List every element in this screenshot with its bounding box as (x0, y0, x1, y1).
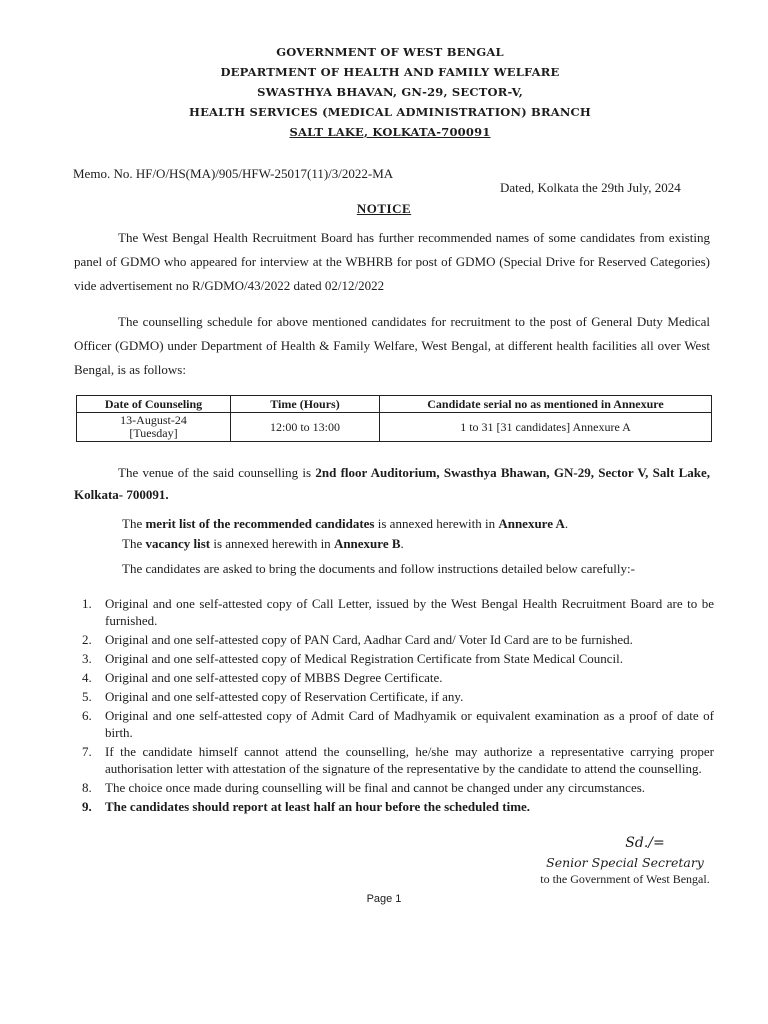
header-serial: Candidate serial no as mentioned in Annexure (380, 396, 712, 413)
paragraph-recommendation-text: The West Bengal Health Recruitment Board has further recommended names of some candidates from existing panel of GDMO who appeared for interview at the WBHRB for post of GDMO (Special Drive for Reserved Categories) vide advertisement no R/GDMO/43/2022 dated 02/12/2022 (74, 230, 710, 293)
notice-title: NOTICE (356, 201, 412, 216)
item-number: 7. (82, 744, 92, 759)
merit-bold-1: merit list of the recommended candidates (145, 516, 375, 531)
vacancy-list-line (122, 534, 568, 554)
list-item (74, 779, 714, 796)
cell-day-value: [Tuesday] (129, 426, 178, 440)
instructions-list (74, 595, 714, 817)
item-number: 3. (82, 651, 92, 666)
table-row (77, 413, 712, 442)
cell-date (77, 413, 231, 442)
letterhead-building: SWASTHYA BHAVAN, GN-29, SECTOR-V, (257, 85, 523, 99)
letterhead (150, 42, 630, 142)
merit-text-1: The (122, 516, 146, 531)
letterhead-government: GOVERNMENT OF WEST BENGAL (276, 45, 504, 59)
instructions-intro: The candidates are asked to bring the documents and follow instructions detailed below carefully:- (122, 561, 635, 576)
annexure-lines (122, 514, 568, 554)
item-text: Original and one self-attested copy of Call Letter, issued by the West Bengal Health Recruitment Board are to be furnished. (105, 596, 714, 628)
list-item (74, 688, 714, 705)
list-item (74, 707, 714, 741)
list-item (74, 798, 714, 815)
letterhead-city: SALT LAKE, KOLKATA-700091 (289, 125, 491, 139)
date-line: Dated, Kolkata the 29th July, 2024 (500, 180, 681, 195)
cell-serial: 1 to 31 [31 candidates] Annexure A (380, 413, 712, 442)
paragraph-recommendation (74, 226, 710, 298)
item-text: Original and one self-attested copy of Reservation Certificate, if any. (105, 689, 464, 704)
merit-text-2: is annexed herewith in (374, 516, 499, 531)
signature-block (520, 835, 730, 887)
list-item (74, 631, 714, 648)
table-header-row (77, 396, 712, 413)
cell-date-value: 13-August-24 (120, 413, 187, 427)
signatory-title: Senior Special Secretary (546, 855, 704, 870)
list-item (74, 743, 714, 777)
letterhead-branch: HEALTH SERVICES (MEDICAL ADMINISTRATION) BRANCH (189, 105, 591, 119)
vacancy-text-1: The (122, 536, 146, 551)
paragraph-schedule (74, 310, 710, 382)
item-text: If the candidate himself cannot attend the counselling, he/she may authorize a representative carrying proper authorisation letter with attestation of the signature of the representative by the candidate to attend the counselling. (105, 744, 714, 776)
list-item (74, 650, 714, 667)
memo-number: Memo. No. HF/O/HS(MA)/905/HFW-25017(11)/3/2022-MA (73, 166, 394, 181)
counselling-schedule-table (76, 395, 712, 442)
venue-prefix: The venue of the said counselling is (118, 465, 316, 480)
vacancy-text-2: is annexed herewith in (210, 536, 334, 551)
vacancy-text-3: . (400, 536, 404, 551)
merit-text-3: . (564, 516, 569, 531)
header-time: Time (Hours) (231, 396, 380, 413)
item-number: 5. (82, 689, 92, 704)
venue-paragraph (74, 462, 710, 506)
item-number: 6. (82, 708, 92, 723)
merit-list-line (122, 514, 568, 534)
item-number: 4. (82, 670, 92, 685)
vacancy-bold-1: vacancy list (145, 536, 211, 551)
list-item (74, 669, 714, 686)
item-text: Original and one self-attested copy of MBBS Degree Certificate. (105, 670, 443, 685)
item-number: 8. (82, 780, 92, 795)
page-number: Page 1 (366, 893, 402, 905)
item-text: Original and one self-attested copy of Medical Registration Certificate from State Medical Council. (105, 651, 624, 666)
header-date: Date of Counseling (77, 396, 231, 413)
item-number: 2. (82, 632, 92, 647)
merit-bold-2: Annexure A (498, 516, 565, 531)
list-item (74, 595, 714, 629)
item-text: The choice once made during counselling will be final and cannot be changed under any circumstances. (105, 780, 646, 795)
signatory-organization: to the Government of West Bengal. (540, 872, 710, 886)
vacancy-bold-2: Annexure B (333, 536, 401, 551)
item-text: The candidates should report at least half an hour before the scheduled time. (105, 799, 531, 814)
item-text: Original and one self-attested copy of PAN Card, Aadhar Card and/ Voter Id Card are to be furnished. (105, 632, 633, 647)
item-number: 1. (82, 596, 92, 611)
cell-time: 12:00 to 13:00 (231, 413, 380, 442)
item-text: Original and one self-attested copy of Admit Card of Madhyamik or equivalent examination as a proof of date of birth. (105, 708, 714, 740)
venue-place: 2nd floor Auditorium, Swasthya Bhawan, GN-29, Sector V, Salt Lake, Kolkata- 700091. (74, 465, 710, 502)
signature-sd: Sd./= (625, 835, 665, 851)
item-number: 9. (82, 799, 92, 814)
letterhead-department: DEPARTMENT OF HEALTH AND FAMILY WELFARE (220, 65, 560, 79)
paragraph-schedule-text: The counselling schedule for above mentioned candidates for recruitment to the post of General Duty Medical Officer (GDMO) under Department of Health & Family Welfare, West Bengal, at different health facilities all over West Bengal, is as follows: (74, 314, 710, 377)
